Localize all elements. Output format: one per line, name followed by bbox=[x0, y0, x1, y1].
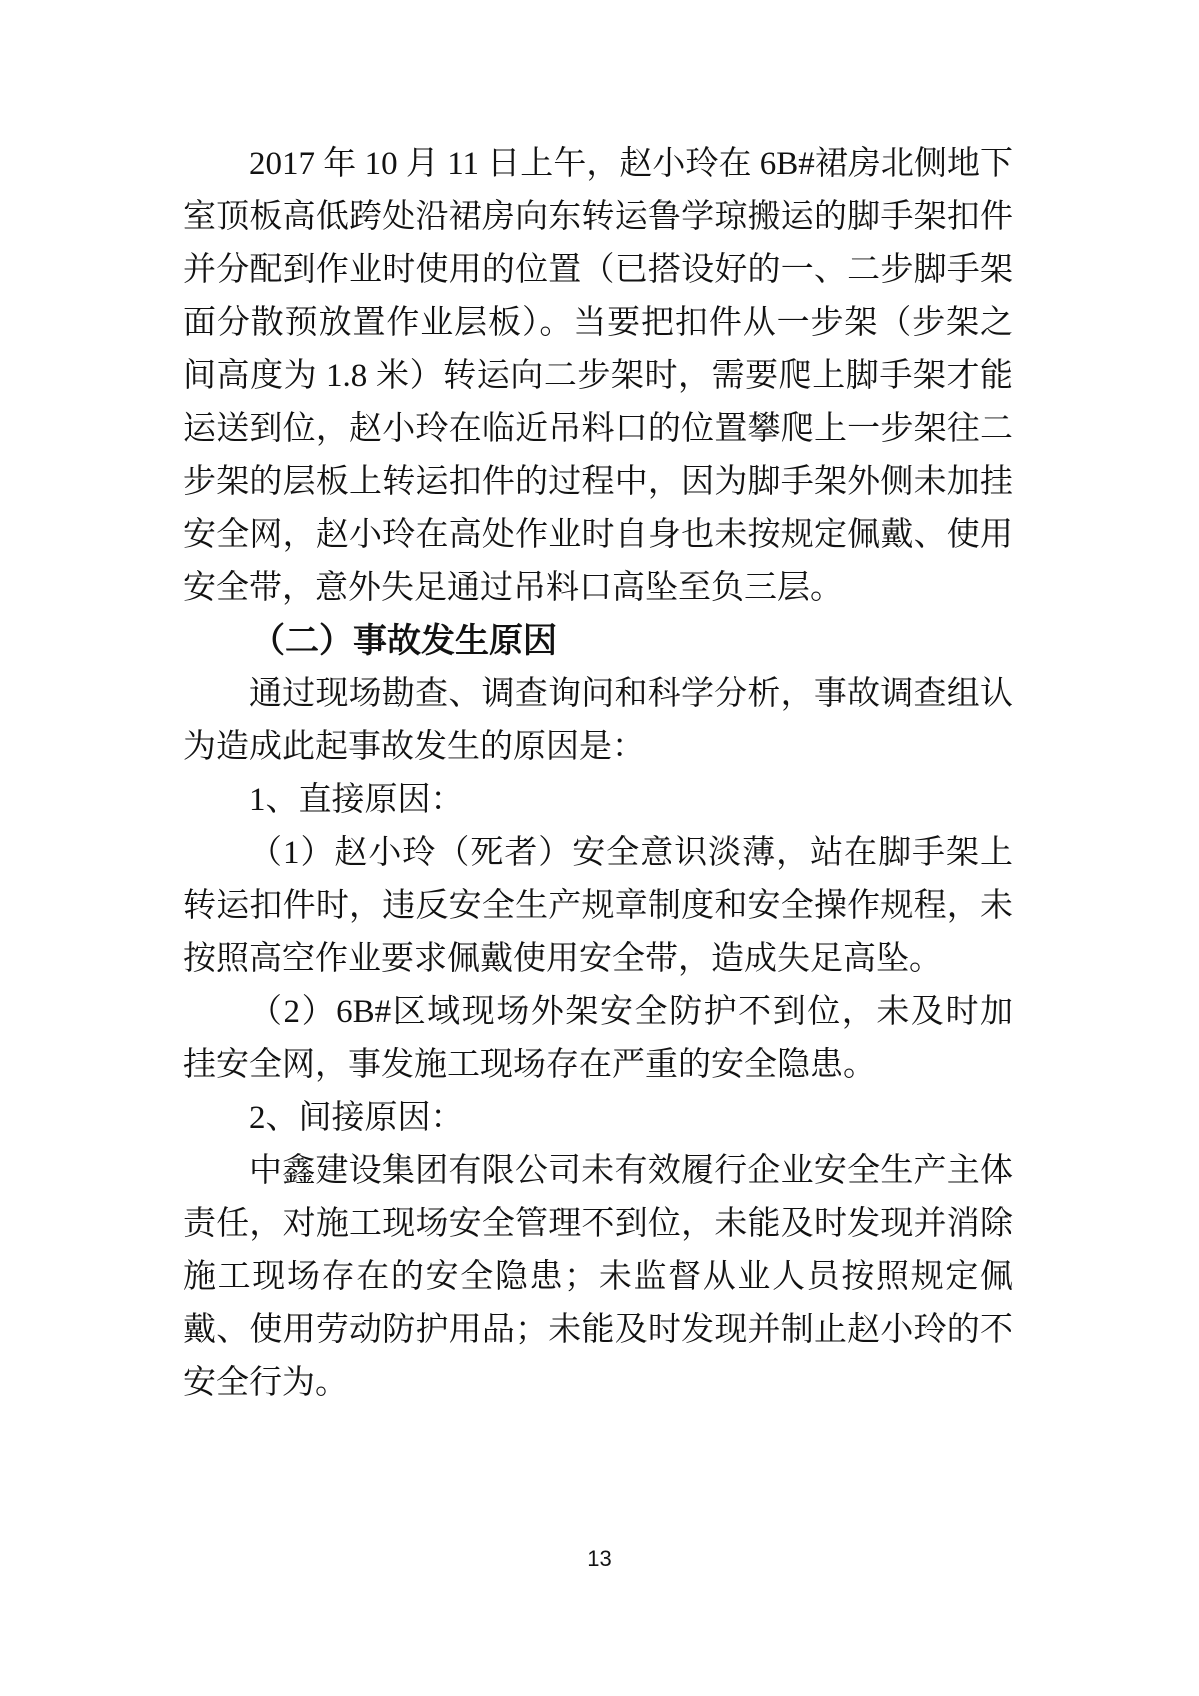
paragraph-indirect-cause-body: 中鑫建设集团有限公司未有效履行企业安全生产主体责任，对施工现场安全管理不到位，未能及时发现并消除施工现场存在的安全隐患；未监督从业人员按照规定佩戴、使用劳动防护用品；未能及时发现并制止赵小玲的不安全行为。 bbox=[183, 1153, 1013, 1401]
paragraph-direct-cause-2: （2）6B#区域现场外架安全防护不到位，未及时加挂安全网，事发施工现场存在严重的安全隐患。 bbox=[183, 994, 1013, 1083]
paragraph-accident-course: 2017 年 10 月 11 日上午，赵小玲在 6B#裙房北侧地下室顶板高低跨处沿裙房向东转运鲁学琼搬运的脚手架扣件并分配到作业时使用的位置（已搭设好的一、二步脚手架面分散预放置作业层板）。当要把扣件从一步架（步架之间高度为 1.8 米）转运向二步架时，需要爬上脚手架才能运送到位，赵小玲在临近吊料口的位置攀爬上一步架往二步架的层板上转运扣件的过程中，因为脚手架外侧未加挂安全网，赵小玲在高处作业时自身也未按规定佩戴、使用安全带，意外失足通过吊料口高坠至负三层。 bbox=[183, 146, 1013, 606]
paragraph-direct-cause-label: 1、直接原因： bbox=[249, 782, 464, 818]
text-block bbox=[183, 138, 1013, 1410]
paragraph-investigation-intro: 通过现场勘查、调查询问和科学分析，事故调查组认为造成此起事故发生的原因是： bbox=[183, 676, 1013, 765]
paragraph-direct-cause-1: （1）赵小玲（死者）安全意识淡薄，站在脚手架上转运扣件时，违反安全生产规章制度和安全操作规程，未按照高空作业要求佩戴使用安全带，造成失足高坠。 bbox=[183, 835, 1013, 977]
page-number: 13 bbox=[587, 1546, 612, 1571]
section-heading-accident-cause: （二）事故发生原因 bbox=[251, 623, 557, 660]
paragraph-indirect-cause-label: 2、间接原因： bbox=[249, 1100, 464, 1136]
